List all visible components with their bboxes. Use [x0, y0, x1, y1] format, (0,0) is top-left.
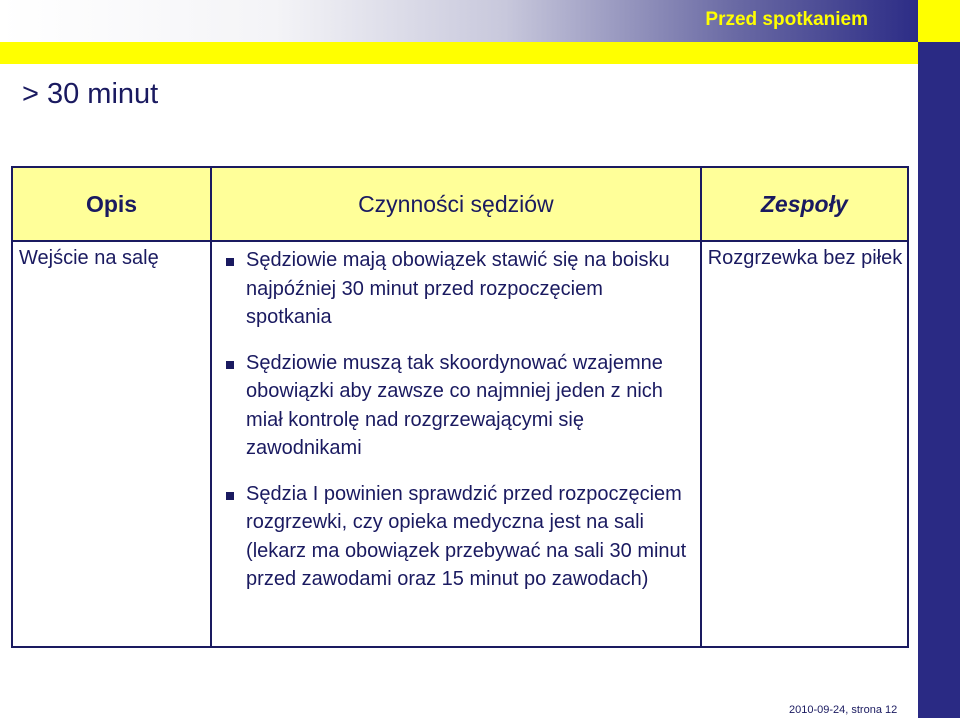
header-opis: Opis [12, 167, 211, 241]
procedure-table [11, 166, 909, 648]
list-item [226, 349, 690, 463]
right-accent-bar [918, 42, 960, 718]
list-item [226, 246, 690, 332]
list-item-text: Sędziowie muszą tak skoordynować wzajemne obowiązki aby zawsze co najmniej jeden z nich miał kontrolę nad rozgrzewającymi się zawodnikami [246, 351, 663, 459]
table-header-row [12, 167, 908, 241]
cell-zespoly: Rozgrzewka bez piłek [701, 241, 908, 647]
list-item-text: Sędzia I powinien sprawdzić przed rozpoczęciem rozgrzewki, czy opieka medyczna jest na sali (lekarz ma obowiązek przebywać na sali 30 minut przed zawodami oraz 15 minut po zawodach) [246, 482, 687, 590]
square-bullet-icon [226, 258, 234, 266]
list-item-text: Sędziowie mają obowiązek stawić się na boisku najpóźniej 30 minut przed rozpoczęciem spotkania [246, 249, 670, 328]
square-bullet-icon [226, 361, 234, 369]
section-title: Przed spotkaniem [705, 9, 868, 30]
header-zespoly: Zespoły [701, 167, 908, 241]
table-row [12, 241, 908, 647]
footer-date-page: 2010-09-24, strona 12 [789, 704, 898, 716]
header-czynnosci: Czynności sędziów [211, 167, 701, 241]
slide-heading: > 30 minut [22, 78, 159, 110]
cell-czynnosci [211, 241, 701, 647]
square-bullet-icon [226, 492, 234, 500]
list-item [226, 480, 690, 594]
cell-opis: Wejście na salę [12, 241, 211, 647]
corner-accent [918, 0, 960, 42]
yellow-accent-strip [0, 42, 918, 64]
title-bar [0, 0, 918, 42]
